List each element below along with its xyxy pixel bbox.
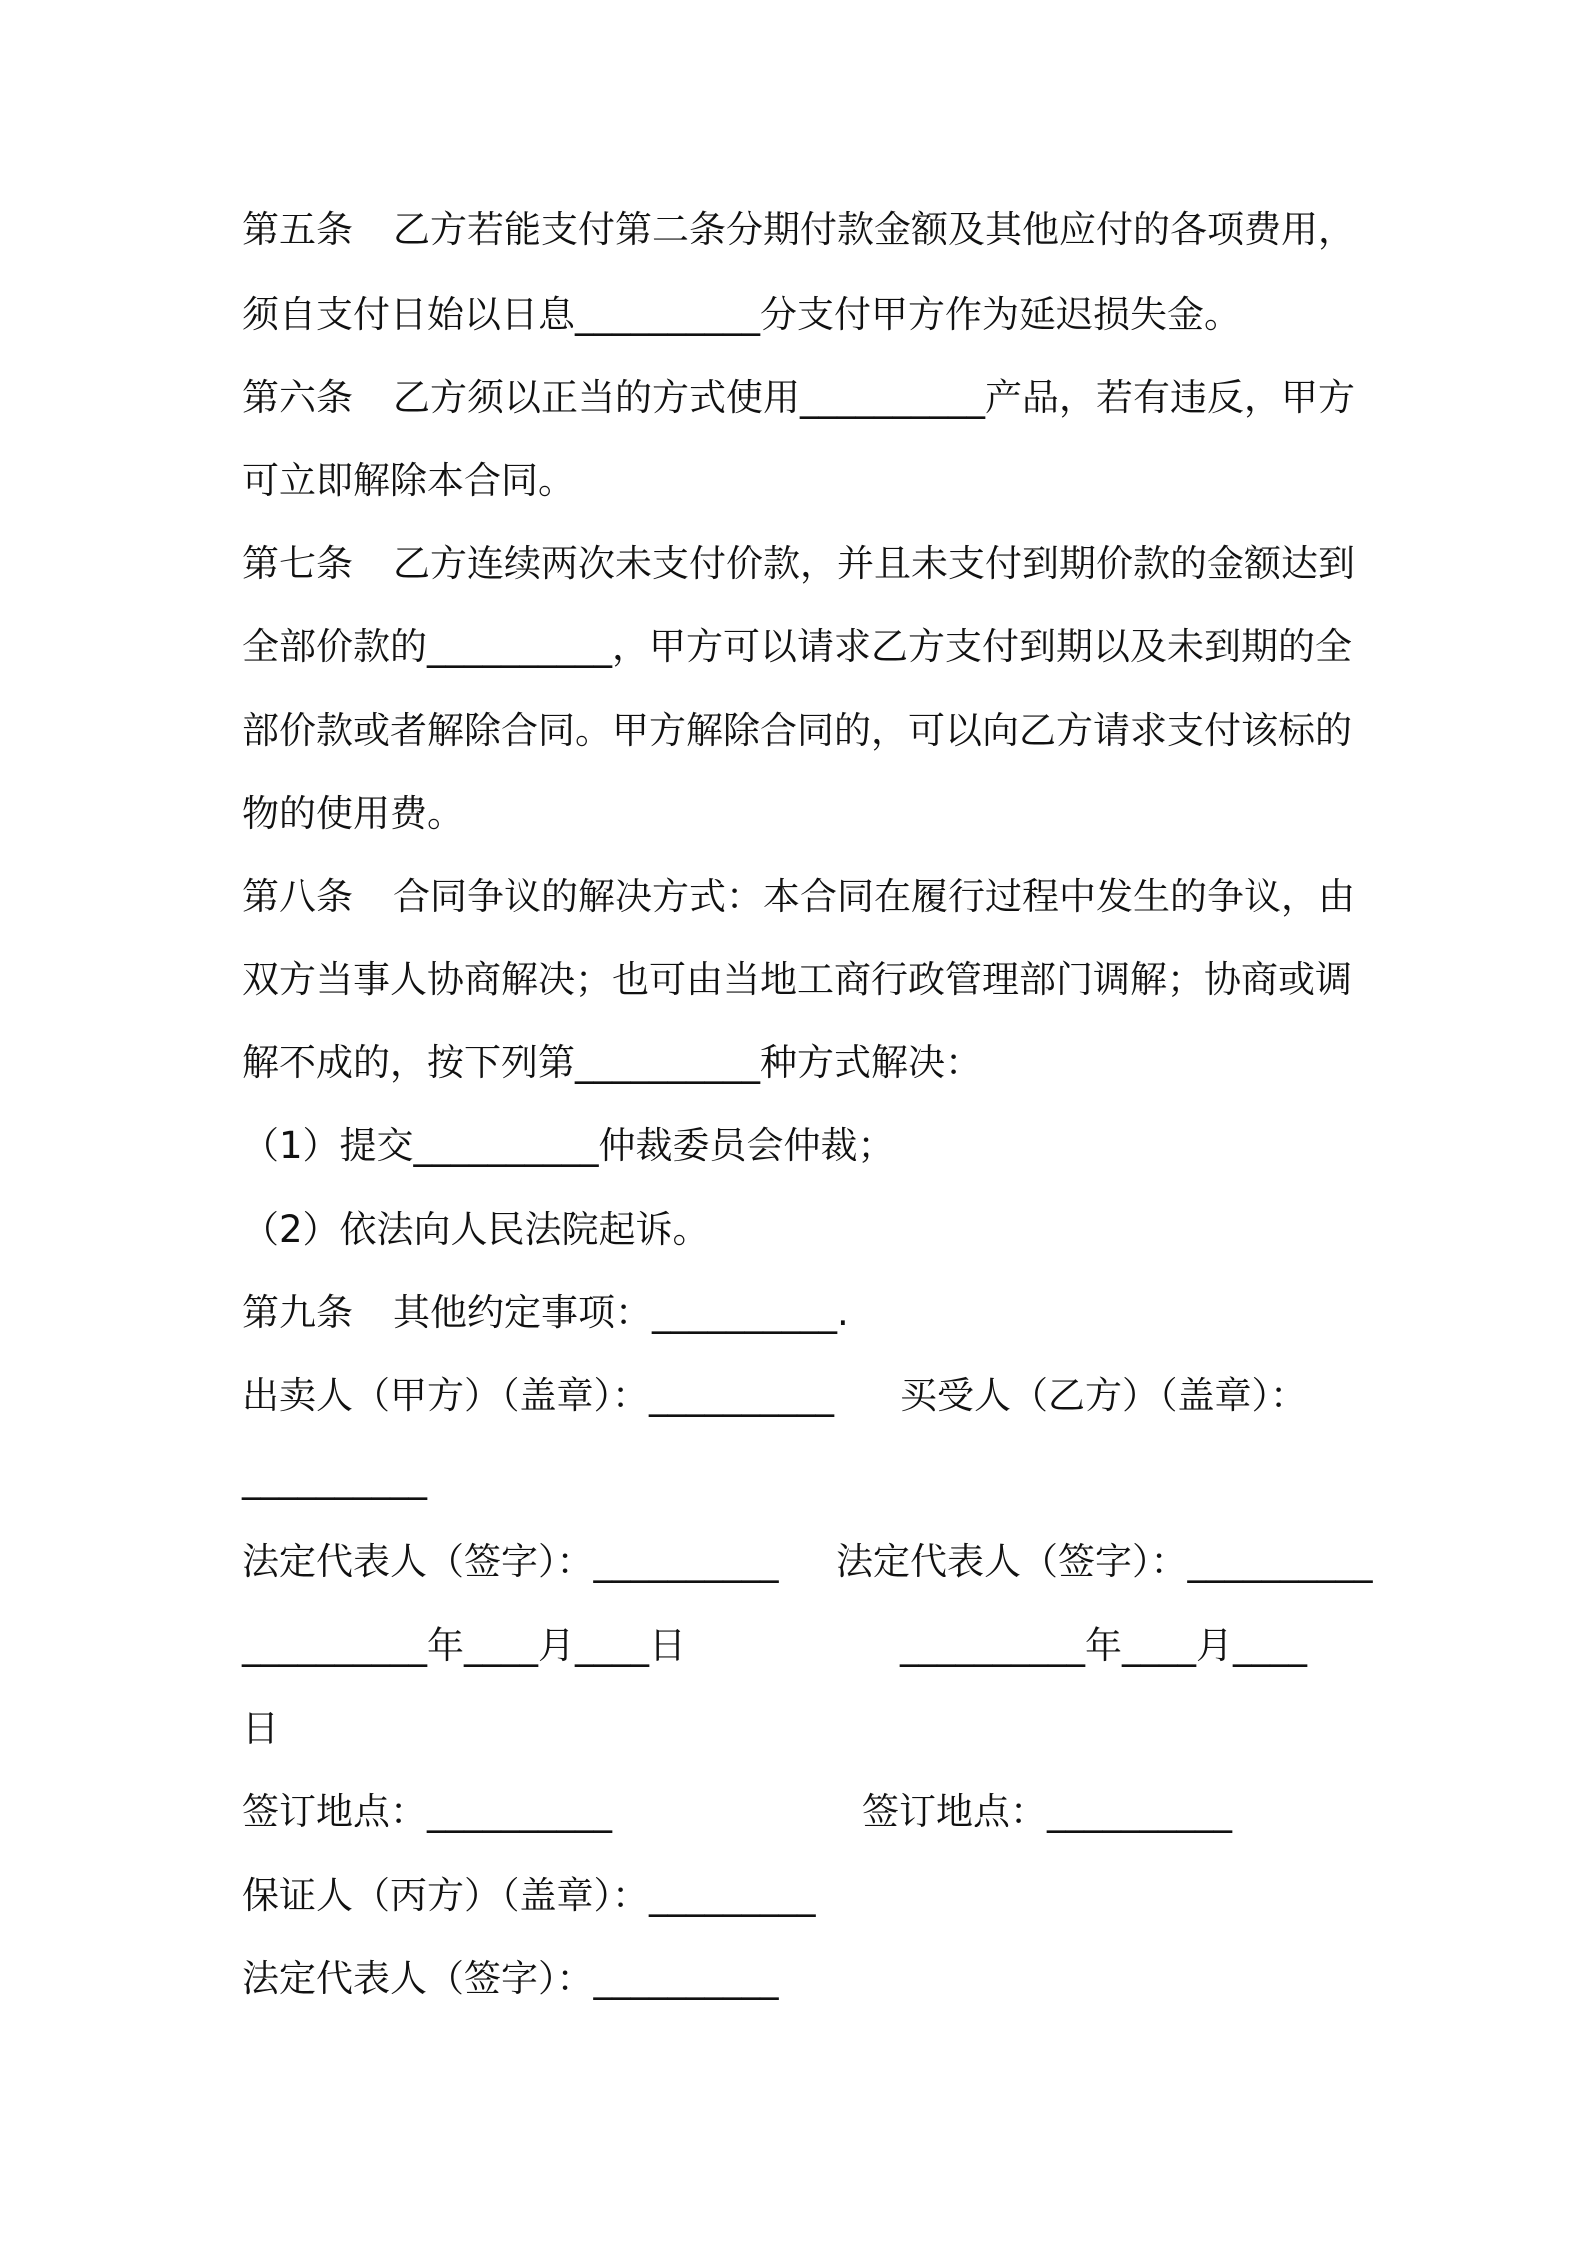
article-7-text: 乙方连续两次未支付价款，并且未支付到期价款的金额达到 [393,542,1355,585]
seller-representative-line: 法定代表人（签字）：__________ [242,1540,779,1583]
article-8-text: 合同争议的解决方式：本合同在履行过程中发生的争议，由 [393,875,1355,918]
article-9-heading: 第九条 [242,1291,353,1334]
article-6-heading: 第六条 [242,376,353,419]
article-8-option-2: （2）依法向人民法院起诉。 [242,1208,710,1251]
buyer-date-day: 日 [242,1707,279,1750]
article-8-heading: 第八条 [242,875,353,918]
buyer-date-line: __________年____月____ [900,1624,1307,1667]
article-5-text: 乙方若能支付第二条分期付款金额及其他应付的各项费用， [393,208,1355,251]
article-7-line-4: 物的使用费。 [242,792,464,835]
seller-place-line: 签订地点：__________ [242,1790,612,1833]
article-5-line-2: 须自支付日始以日息__________分支付甲方作为延迟损失金。 [242,293,1241,336]
article-8-line-1 [242,872,1355,922]
guarantor-seal-line: 保证人（丙方）（盖章）：_________ [242,1874,816,1917]
buyer-seal-blank: __________ [242,1457,427,1500]
seller-date-line: __________年____月____日 [242,1624,686,1667]
article-5-line-1 [242,205,1355,255]
article-7-line-3: 部价款或者解除合同。甲方解除合同的，可以向乙方请求支付该标的 [242,709,1352,752]
article-6-text: 乙方须以正当的方式使用__________产品，若有违反，甲方 [393,376,1355,419]
article-7-heading: 第七条 [242,542,353,585]
seller-seal-line: 出卖人（甲方）（盖章）：__________ [242,1374,834,1417]
article-8-line-2: 双方当事人协商解决；也可由当地工商行政管理部门调解；协商或调 [242,958,1352,1001]
article-7-line-1 [242,539,1355,589]
article-9-text: 其他约定事项：__________. [393,1291,849,1334]
buyer-place-line: 签订地点：__________ [862,1790,1232,1833]
guarantor-representative-line: 法定代表人（签字）：__________ [242,1957,779,2000]
article-8-line-3: 解不成的，按下列第__________种方式解决： [242,1041,982,1084]
article-9-line [242,1288,849,1338]
article-6-line-2: 可立即解除本合同。 [242,459,575,502]
article-5-heading: 第五条 [242,208,353,251]
article-6-line-1 [242,373,1355,423]
article-7-line-2: 全部价款的__________，甲方可以请求乙方支付到期以及未到期的全 [242,625,1352,668]
article-8-option-1: （1）提交__________仲裁委员会仲裁； [242,1124,895,1167]
buyer-seal-line: 买受人（乙方）（盖章）： [900,1374,1307,1417]
buyer-representative-line: 法定代表人（签字）：__________ [836,1540,1373,1583]
